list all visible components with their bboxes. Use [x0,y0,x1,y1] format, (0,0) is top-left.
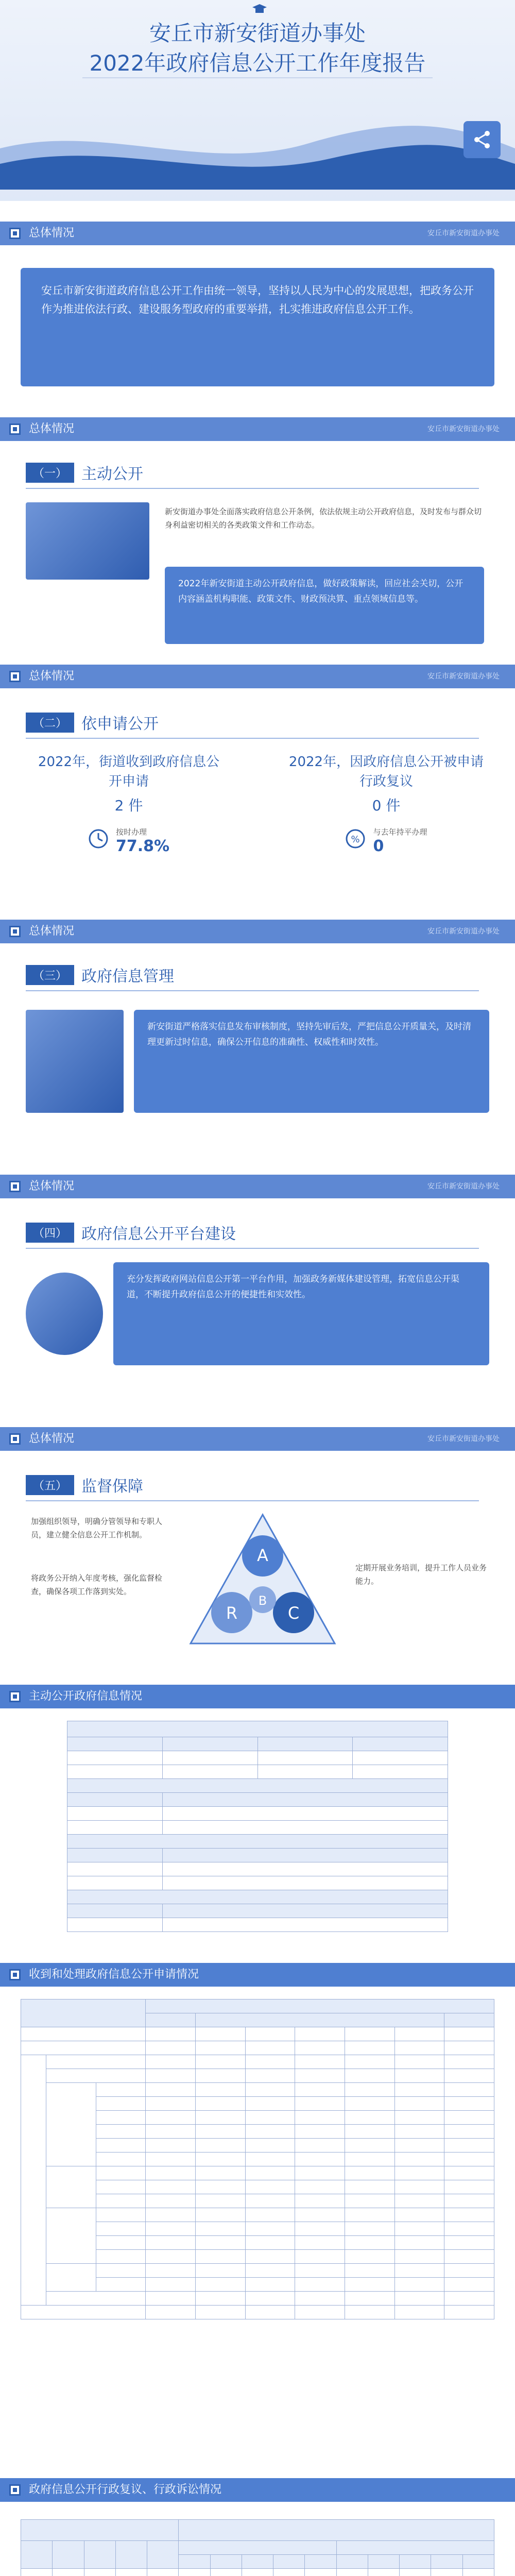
subsection-underline [26,738,479,739]
section-header-table-review: 政府信息公开行政复议、行政诉讼情况 [0,2478,515,2502]
platform-box: 充分发挥政府网站信息公开第一平台作用，加强政务新媒体建设管理，拓宽信息公开渠道，不断提升政府信息公开的便捷性和实效性。 [113,1262,489,1365]
section-header-overview: 总体情况 安丘市新安街道办事处 [0,222,515,245]
application-stat-review: 2022年，因政府信息公开被申请行政复议 0 件 % 与去年持平办理 0 [288,754,484,855]
section-marker-icon [9,1969,21,1980]
section-header-table-proactive: 主动公开政府信息情况 [0,1685,515,1708]
percent-icon [345,828,366,849]
section-marker-icon [9,1433,21,1445]
section-header-info-management: 总体情况 安丘市新安街道办事处 [0,920,515,943]
subsection-title-supervision: （五） 监督保障 [26,1473,143,1496]
applications-table [21,1999,494,2319]
clock-icon [88,828,109,849]
triangle-label-a: A [257,1546,268,1565]
section-header-table-applications: 收到和处理政府信息公开申请情况 [0,1963,515,1987]
building-photo [26,502,149,580]
subsection-title-proactive: （一） 主动公开 [26,461,143,484]
document-photo [26,1010,124,1113]
abcr-triangle-diagram [180,1510,345,1654]
subsection-underline [26,990,479,991]
section-marker-icon [9,228,21,239]
subsection-title-application: （二） 依申请公开 [26,711,159,734]
platform-photo [26,1273,103,1355]
section-marker-icon [9,2484,21,2496]
section-marker-icon [9,671,21,682]
subsection-underline [26,488,479,489]
section-marker-icon [9,926,21,937]
supervision-text-a: 加强组织领导，明确分管领导和专职人员，建立健全信息公开工作机制。 [31,1517,163,1539]
section-header-platform: 总体情况 安丘市新安街道办事处 [0,1175,515,1198]
subsection-title-info-management: （三） 政府信息管理 [26,963,174,986]
info-management-box: 新安街道严格落实信息发布审核制度，坚持先审后发，严把信息公开质量关，及时清理更新过时信息，确保公开信息的准确性、权威性和时效性。 [134,1010,489,1113]
header-wave-decoration [0,117,515,190]
triangle-label-r: R [226,1603,238,1623]
section-marker-icon [9,1181,21,1192]
proactive-text: 新安街道办事处全面落实政府信息公开条例，依法依规主动公开政府信息，及时发布与群众切身利益密切相关的各类政策文件和工作动态。 [165,507,482,530]
title-divider [82,77,433,78]
application-stat-received: 2022年，街道收到政府信息公开申请 2 件 按时办理 77.8% [38,754,220,855]
section-header-application: 总体情况 安丘市新安街道办事处 [0,665,515,688]
proactive-summary-box: 2022年新安街道主动公开政府信息，做好政策解读，回应社会关切，公开内容涵盖机构职能、政策文件、财政预决算、重点领域信息等。 [165,567,484,644]
svg-text:%: % [351,834,360,845]
subsection-title-platform: （四） 政府信息公开平台建设 [26,1221,236,1244]
section-header-supervision: 总体情况 安丘市新安街道办事处 [0,1427,515,1451]
report-header [0,0,515,201]
graduation-cap-icon [252,4,267,14]
supervision-text-b: 将政务公开纳入年度考核，强化监督检查，确保各项工作落到实处。 [31,1573,163,1596]
triangle-label-b: B [258,1594,267,1608]
overview-intro-box: 安丘市新安街道政府信息公开工作由统一领导，坚持以人民为中心的发展思想，把政务公开作为推进依法行政、建设服务型政府的重要举措，扎实推进政府信息公开工作。 [21,268,494,386]
review-litigation-table [21,2519,494,2576]
section-marker-icon [9,423,21,435]
supervision-text-c: 定期开展业务培训，提升工作人员业务能力。 [355,1563,487,1586]
page-title: 安丘市新安街道办事处 2022年政府信息公开工作年度报告 [89,21,426,76]
section-marker-icon [9,1691,21,1702]
share-icon[interactable] [464,121,501,158]
subsection-underline [26,1500,479,1501]
section-header-proactive: 总体情况 安丘市新安街道办事处 [0,417,515,441]
proactive-disclosure-table [67,1721,448,1932]
subsection-underline [26,1248,479,1249]
triangle-label-c: C [287,1603,300,1623]
